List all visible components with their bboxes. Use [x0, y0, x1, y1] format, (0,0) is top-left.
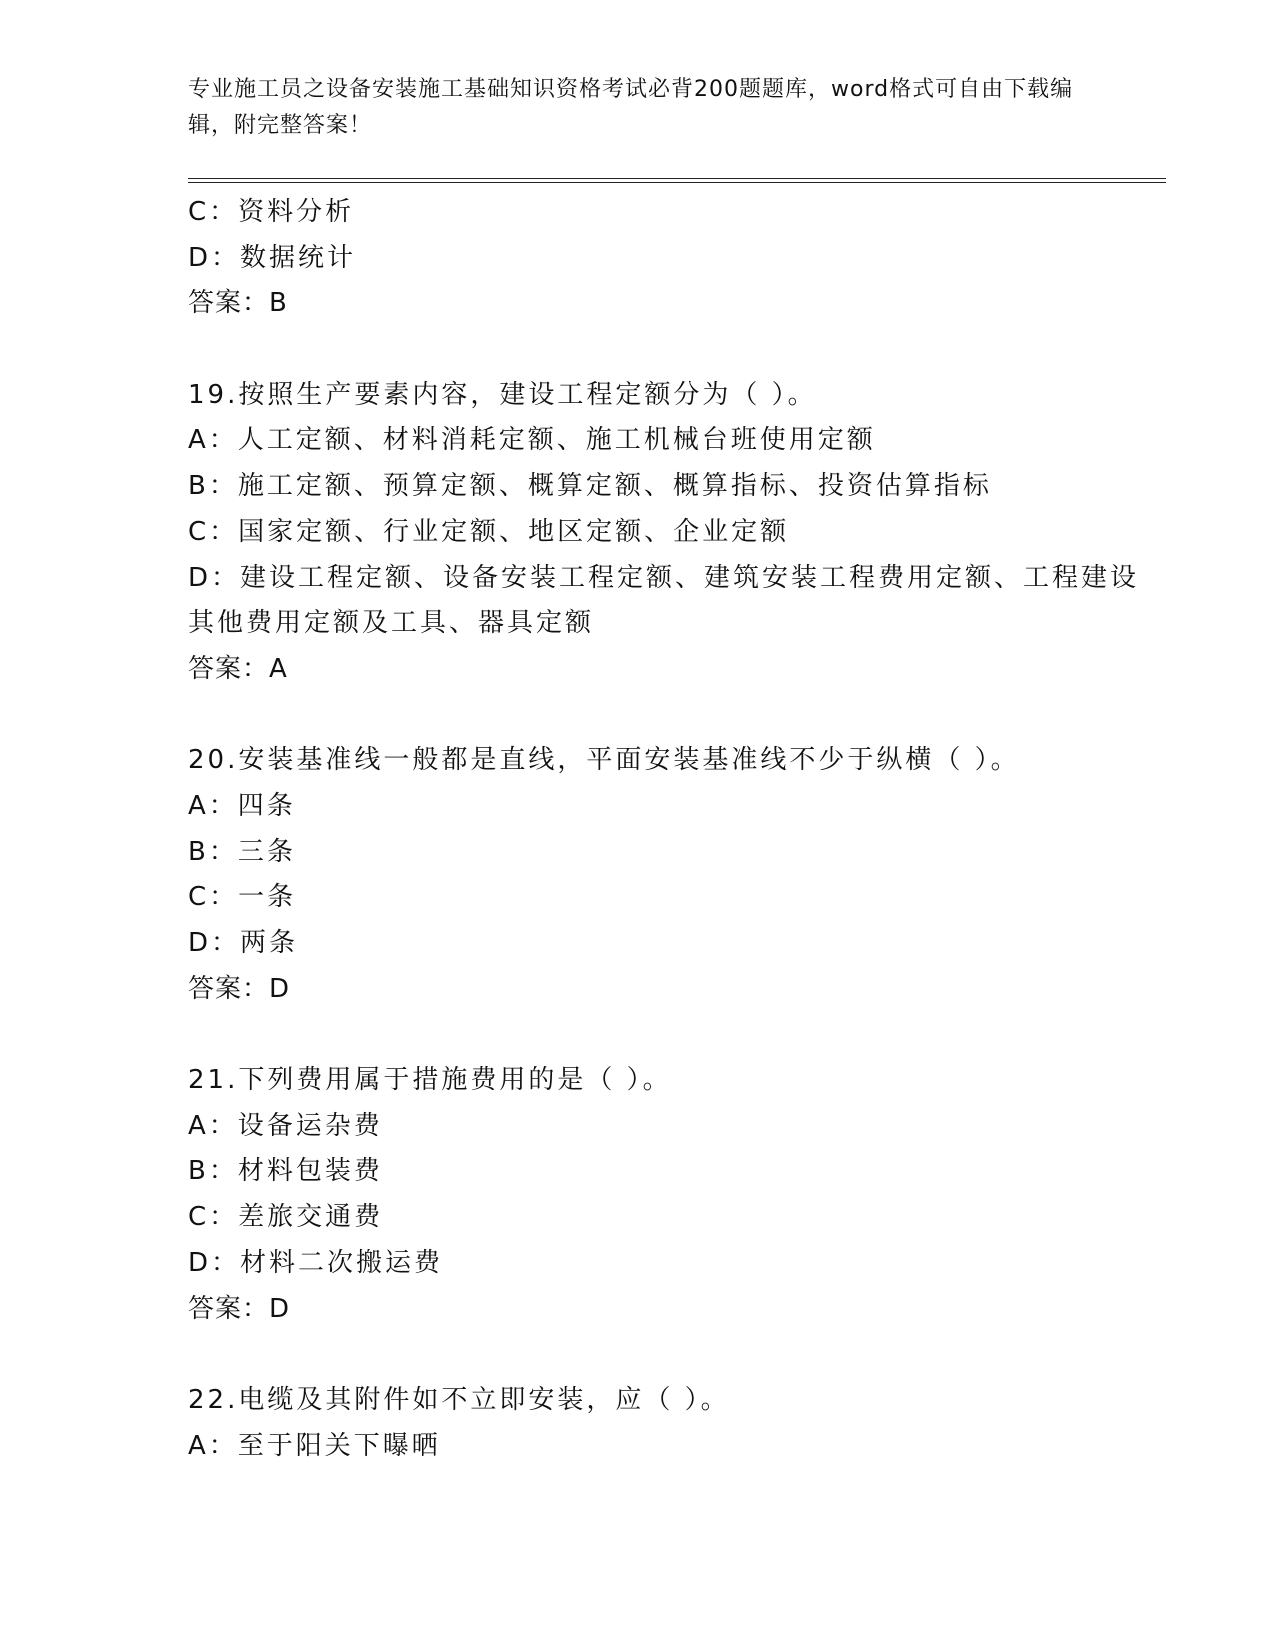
- option-b: B：三条: [188, 836, 296, 867]
- document-header: 专业施工员之设备安装施工基础知识资格考试必背200题题库，word格式可自由下载编辑，附完整答案！: [188, 77, 1074, 138]
- question-stem: 20.安装基准线一般都是直线，平面安装基准线不少于纵横（ ）。: [188, 745, 1020, 776]
- question-stem: 21.下列费用属于措施费用的是（ ）。: [188, 1065, 672, 1096]
- option-a: A：四条: [188, 790, 296, 821]
- option-d: D：材料二次搬运费: [188, 1247, 444, 1278]
- question-list: [188, 190, 1168, 1469]
- option-d: D：两条: [188, 928, 299, 959]
- option-c: C：国家定额、行业定额、地区定额、企业定额: [188, 516, 790, 547]
- option-c: C：资料分析: [188, 197, 355, 227]
- option-a: A：人工定额、材料消耗定额、施工机械台班使用定额: [188, 425, 876, 456]
- answer: 答案：D: [188, 973, 291, 1004]
- question-20: [188, 738, 1168, 1012]
- option-b: B：材料包装费: [188, 1156, 383, 1187]
- question-stem: 19.按照生产要素内容，建设工程定额分为（ ）。: [188, 379, 817, 410]
- spacer: [188, 693, 1168, 739]
- question-22: [188, 1378, 1168, 1469]
- option-c: C：一条: [188, 882, 297, 913]
- answer: 答案：D: [188, 1293, 291, 1324]
- spacer: [188, 1332, 1168, 1378]
- question-fragment: [188, 190, 1168, 327]
- answer: 答案：A: [188, 653, 288, 684]
- spacer: [188, 1012, 1168, 1058]
- option-b: B：施工定额、预算定额、概算定额、概算指标、投资估算指标: [188, 471, 992, 502]
- answer: 答案：B: [188, 288, 288, 319]
- option-c: C：差旅交通费: [188, 1202, 384, 1233]
- option-d: D：数据统计: [188, 242, 357, 273]
- option-d: D：建设工程定额、设备安装工程定额、建筑安装工程费用定额、工程建设其他费用定额及工具、器具定额: [188, 562, 1140, 639]
- option-a: A：至于阳关下曝晒: [188, 1430, 441, 1461]
- option-a: A：设备运杂费: [188, 1110, 383, 1141]
- header-divider: [188, 178, 1166, 183]
- question-stem: 22.电缆及其附件如不立即安装，应（ ）。: [188, 1384, 730, 1415]
- question-21: [188, 1058, 1168, 1332]
- spacer: [188, 327, 1168, 373]
- question-19: [188, 373, 1168, 693]
